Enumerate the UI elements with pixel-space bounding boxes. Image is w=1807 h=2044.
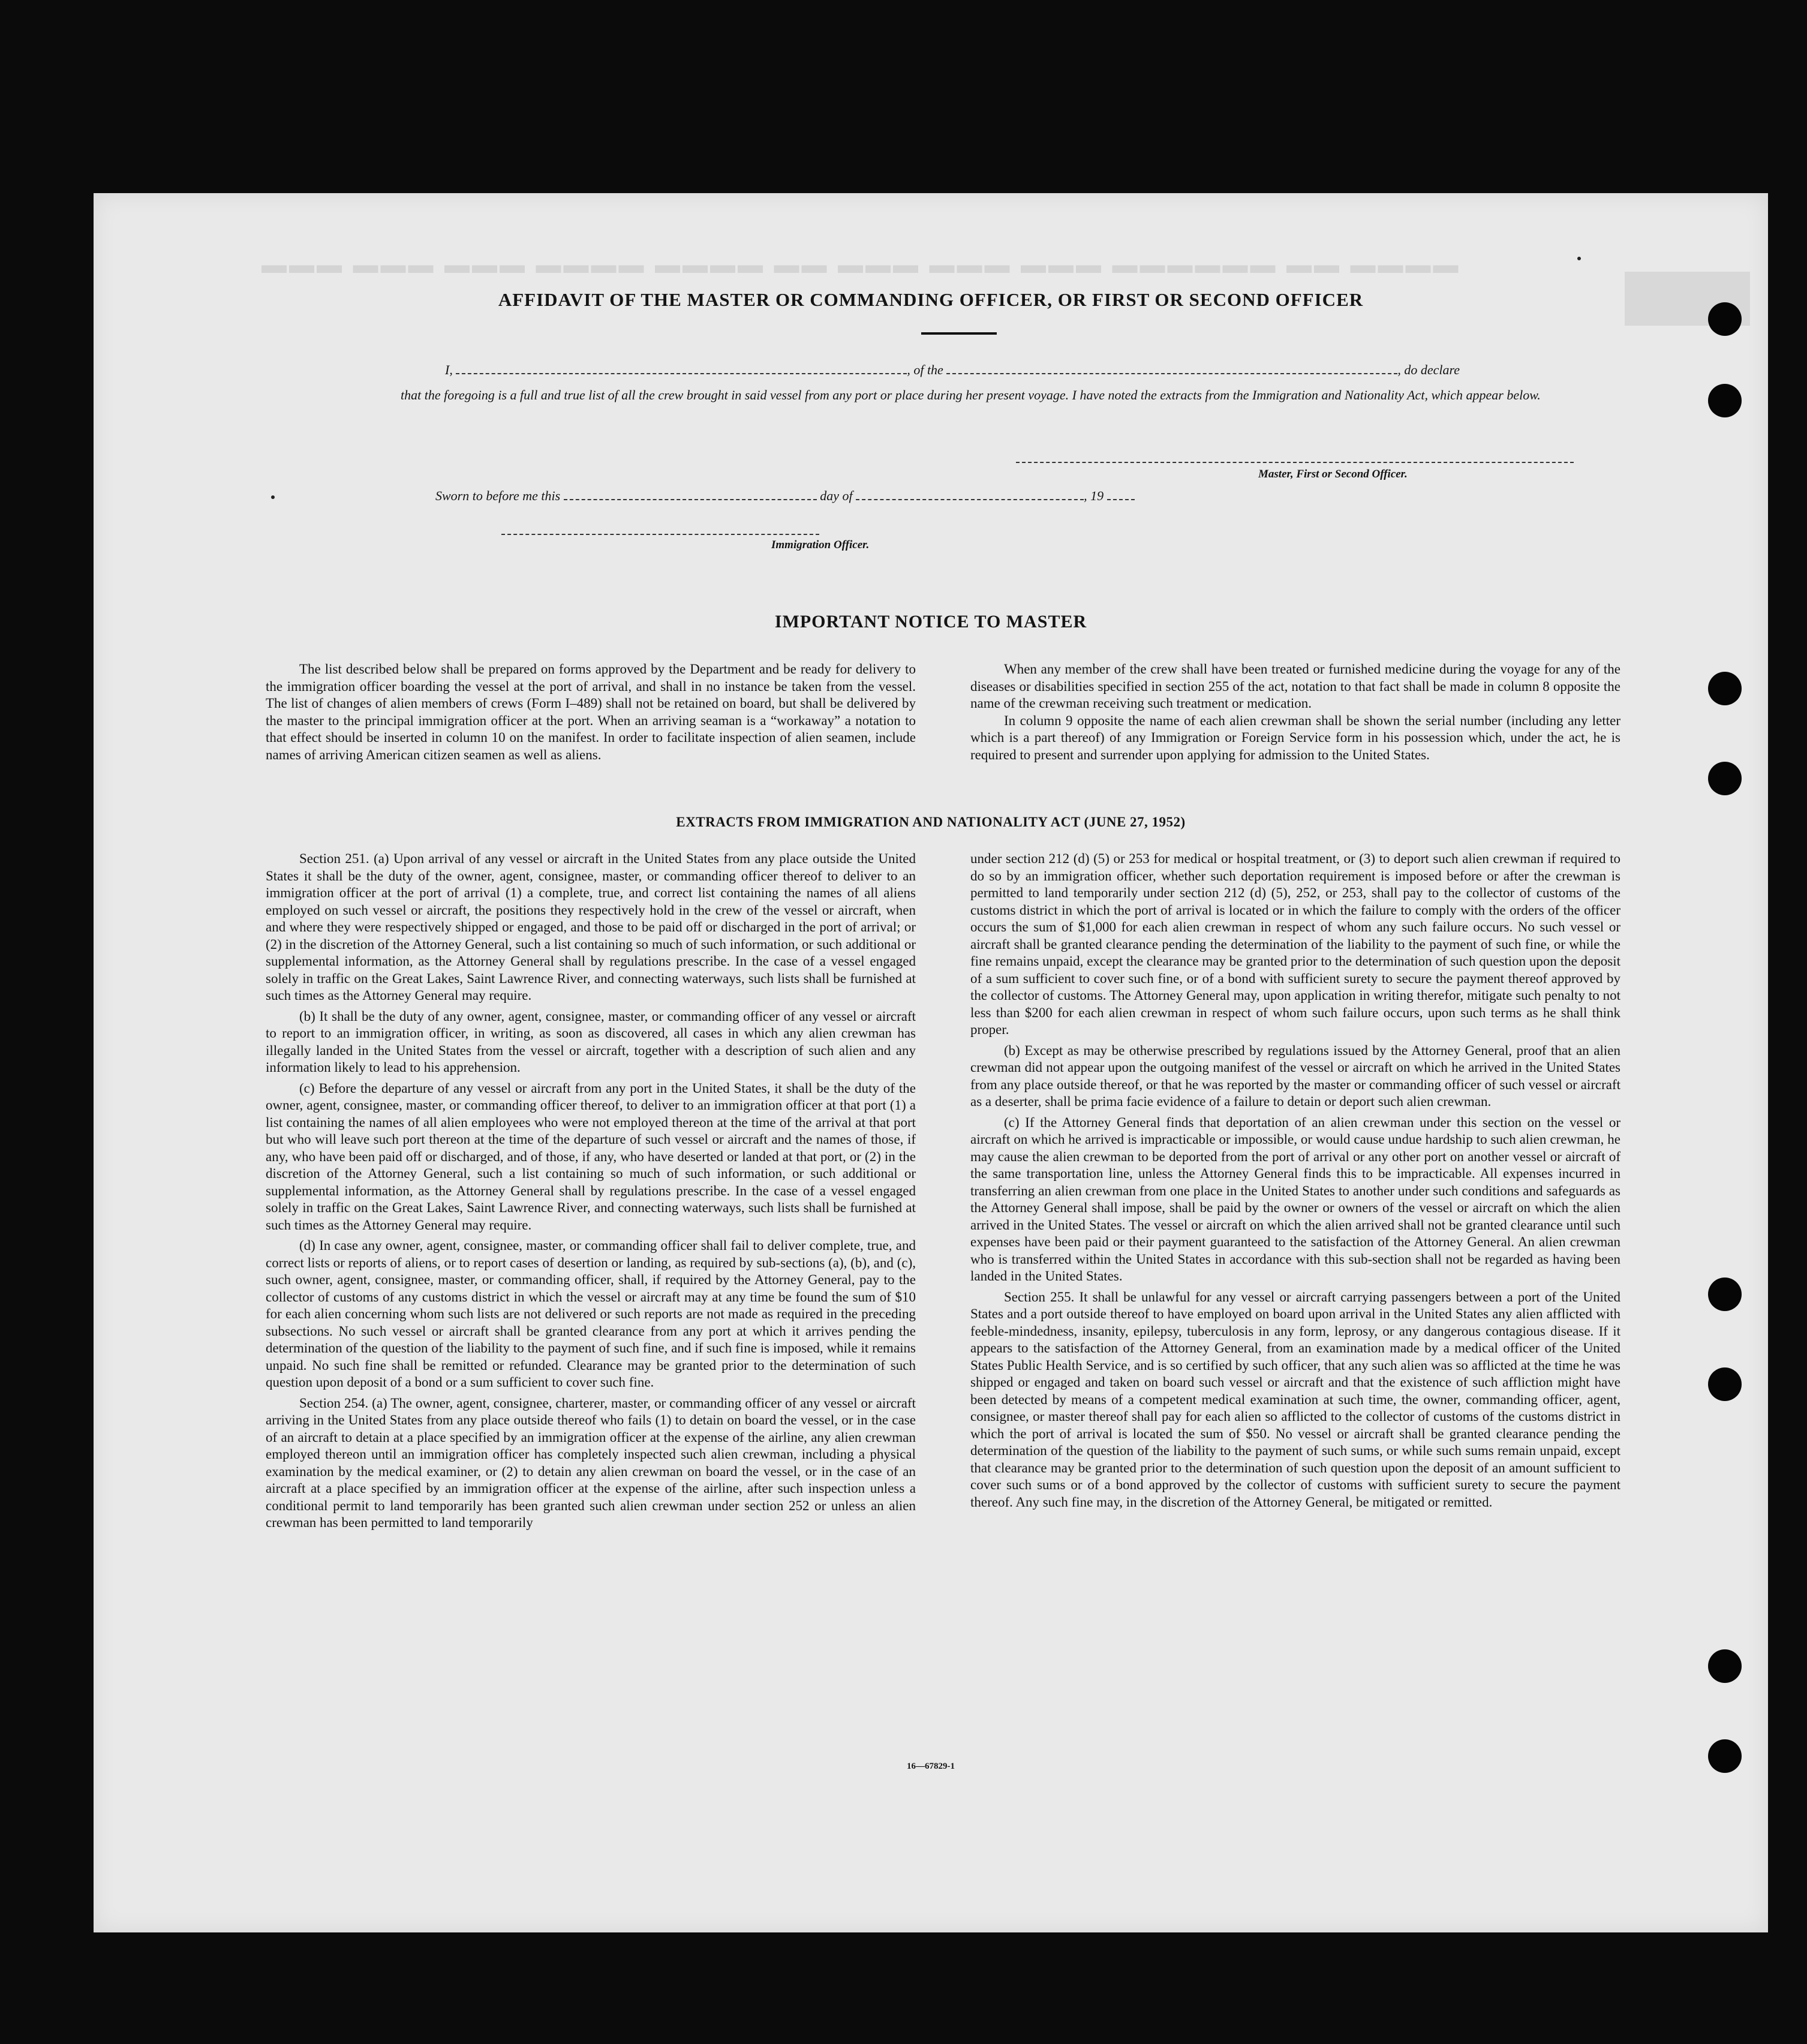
act-section-paragraph: (c) If the Attorney General finds that deportation of an alien crewman under this section on the vessel or aircraft on which he arrived is impracticable or impossible, or would cause undue hardship to such alien crewman, he may cause the alien crewman to be deported from the port of arrival or any other port on another vessel or aircraft of the same transportation line, unless the Attorney General finds this to be impracticable. All expenses incurred in transferring an alien crewman from one place in the United States to another under such conditions and safeguards as the Attorney General shall impose, shall be paid by the owner or owners of the vessel or aircraft on which the alien arrived in the United States. The vessel or aircraft on which the alien arrived shall not be granted clearance until such expenses have been paid or their payment guaranteed to the satisfaction of the Attorney General. An alien crewman who is transferred within the United States in accordance with this sub-section shall not be regarded as having been landed in the United States. bbox=[970, 1114, 1620, 1283]
notice-paragraph: When any member of the crew shall have been treated or furnished medicine during the voyage for any of the diseases or disabilities specified in section 255 of the act, notation to that fact shall be made in column 8 opposite the name of the crewman receiving such treatment or medication. bbox=[970, 662, 1620, 711]
punch-hole bbox=[1708, 1278, 1742, 1311]
act-section-paragraph: (b) Except as may be otherwise prescribed by regulations issued by the Attorney General, proof that an alien crewman did not appear upon the outgoing manifest of the vessel or aircraft on which he arrived in the United States from any place outside thereof, or that he was reported by the master or commanding officer of such vessel or aircraft as a deserter, shall be prima facie evidence of a failure to detain or deport such alien crewman. bbox=[970, 1042, 1620, 1109]
notice-paragraph: The list described below shall be prepared on forms approved by the Department and be ready for delivery to the immigration officer boarding the vessel at the port of arrival, and shall in no instance be taken from the vessel. The list of changes of alien members of crews (Form I–489) shall not be retained on board, but shall be delivered by the master to the principal immigration officer at the port. When an arriving seaman is a “workaway” a notation to that effect should be inserted in column 10 on the manifest. In order to facilitate inspection of alien seamen, include names of arriving American citizen seamen as well as aliens. bbox=[266, 662, 916, 762]
act-section-paragraph: (d) In case any owner, agent, consignee, master, or commanding officer shall fail to deliver complete, true, and correct lists or reports of aliens, or to report cases of desertion or landing, as required by sub-sections (a), (b), and (c), such owner, agent, consignee, master, or commanding officer, shall, if required by the Attorney General, pay to the collector of customs of any customs district in which the vessel or aircraft may at any time be found the sum of $10 for each alien concerning whom such lists are not delivered or such reports are not made as required in the preceding subsections. No such vessel or aircraft shall be granted clearance from any port at which it arrives pending the determination of the question of the liability to the payment of such fine, and if such fine is imposed, while it remains unpaid. No such fine shall be remitted or refunded. Clearance may be granted prior to the determination of such question upon deposit of a bond or a sum sufficient to cover such fine. bbox=[266, 1238, 916, 1390]
sworn-month-field[interactable] bbox=[856, 488, 1084, 500]
extracts-left-column bbox=[266, 850, 916, 1535]
title-rule bbox=[921, 332, 997, 335]
do-declare-label: , do declare bbox=[1397, 362, 1460, 377]
act-section-paragraph: (c) Before the departure of any vessel or aircraft from any port in the United States, it shall be the duty of the owner, agent, consignee, master, or commanding officer thereof, to deliver to an immigration officer at that port (1) a list containing the names of all alien employees who were not employed thereon at the time of the arrival at that port but who will leave such port thereon at the time of the departure of such vessel or aircraft and the names of those, if any, who have been paid off or discharged, and of those, if any, who have deserted or landed at that port, or (2) in the discretion of the Attorney General, such a list containing so much of such information, or such additional or supplemental information, as the Attorney General shall by regulations prescribe. In the case of a vessel engaged solely in traffic on the Great Lakes, Saint Lawrence River, and connecting waterways, such lists shall be furnished at such times as the Attorney General may require. bbox=[266, 1080, 916, 1233]
year-label: , 19 bbox=[1084, 488, 1104, 503]
bleed-through-text: ▬▬▬ ▬▬▬ ▬▬▬ ▬▬▬▬ ▬▬▬▬ ▬▬ ▬▬▬ ▬▬▬ ▬▬▬ ▬▬▬▬▬▬ ▬▬ ▬▬▬▬ bbox=[261, 251, 1461, 279]
officer-signature-label: Immigration Officer. bbox=[771, 539, 870, 551]
act-section-paragraph: (b) It shall be the duty of any owner, agent, consignee, master, or commanding officer of any vessel or aircraft to report to an immigration officer, in writing, as soon as discovered, all cases in which any alien crewman has illegally landed in the United States from the vessel or aircraft, together with a description of such alien and any information likely to lead to his apprehension. bbox=[266, 1008, 916, 1075]
of-the-label: , of the bbox=[907, 362, 943, 377]
extracts-right-column bbox=[970, 850, 1620, 1514]
master-signature-field[interactable] bbox=[1016, 462, 1574, 463]
extracts-title: EXTRACTS FROM IMMIGRATION AND NATIONALITY ACT (JUNE 27, 1952) bbox=[676, 814, 1186, 829]
act-section-paragraph: Section 254. (a) The owner, agent, consignee, charterer, master, or commanding officer of any vessel or aircraft arriving in the United States from any place outside thereof who fails (1) to detain on board the vessel, or in the case of an aircraft to detain at a place specified by an immigration officer at the expense of the airline, any alien crewman employed thereon until an immigration officer has completely inspected such alien crewman, including a physical examination by the medical examiner, or (2) to detain any alien crewman on board the vessel, or in the case of an aircraft at a place specified by an immigration officer at the expense of the airline, after such inspection unless a conditional permit to land temporarily has been granted such alien crewman under section 252 or unless an alien crewman has been permitted to land temporarily bbox=[266, 1395, 916, 1530]
speck bbox=[1577, 257, 1581, 260]
day-of-label: day of bbox=[820, 488, 853, 503]
notice-left-column bbox=[266, 661, 916, 764]
notice-title: IMPORTANT NOTICE TO MASTER bbox=[774, 612, 1087, 632]
sworn-label: Sworn to before me this bbox=[435, 488, 561, 503]
sworn-date-field[interactable] bbox=[564, 488, 817, 500]
officer-signature-field[interactable] bbox=[501, 534, 819, 535]
form-code: 16—67829-1 bbox=[907, 1762, 955, 1771]
punch-hole bbox=[1708, 1367, 1742, 1401]
punch-hole bbox=[1708, 384, 1742, 417]
notice-right-column bbox=[970, 661, 1620, 764]
act-section-paragraph: Section 251. (a) Upon arrival of any vessel or aircraft in the United States from any place outside the United States it shall be the duty of the owner, agent, consignee, master, or commanding officer thereof to deliver to an immigration officer at the port of arrival (1) a complete, true, and correct list containing the names of all aliens employed on such vessel or aircraft, the positions they respectively hold in the crew of the vessel or aircraft, when and where they were respectively shipped or engaged, and those to be paid off or discharged in the port of arrival; or (2) in the discretion of the Attorney General, such a list containing so much of such information, or such additional or supplemental information, as the Attorney General shall by regulations prescribe. In the case of a vessel engaged solely in traffic on the Great Lakes, Saint Lawrence River, and connecting waterways, such lists shall be furnished at such times as the Attorney General may require. bbox=[266, 851, 916, 1003]
speck bbox=[271, 495, 275, 499]
name-field[interactable] bbox=[456, 362, 907, 374]
punch-hole bbox=[1708, 672, 1742, 705]
sworn-line bbox=[435, 488, 1135, 504]
punch-hole bbox=[1708, 762, 1742, 795]
declarant-line bbox=[445, 362, 1460, 378]
master-signature-label: Master, First or Second Officer. bbox=[1258, 468, 1408, 480]
affidavit-title: AFFIDAVIT OF THE MASTER OR COMMANDING OFFICER, OR FIRST OR SECOND OFFICER bbox=[498, 289, 1364, 310]
declaration-text: that the foregoing is a full and true list of all the crew brought in said vessel from any port or place during her present voyage. I have noted the extracts from the Immigration and Nationality Act, which appear below. bbox=[401, 387, 1541, 402]
act-section-paragraph: Section 255. It shall be unlawful for any vessel or aircraft carrying passengers between a port of the United States and a port outside thereof to have employed on board upon arrival in the United States any alien afflicted with feeble-mindedness, insanity, epilepsy, tuberculosis in any form, leprosy, or any dangerous contagious disease. If it appears to the satisfaction of the Attorney General, from an examination made by a medical officer of the United States Public Health Service, and is so certified by such officer, that any such alien was so afflicted at the time he was shipped or engaged and taken on board such vessel or aircraft and that the existence of such affliction might have been detected by means of a competent medical examination at such time, the owner, commanding officer, agent, consignee, or master thereof shall pay for each alien so afflicted to the collector of customs of the customs district in which the port of arrival is located the sum of $50. No vessel or aircraft shall be granted clearance pending the determination of the question of the liability to the payment of such sums, or while such sums remain unpaid, except that clearance may be granted prior to the determination of such question upon the deposit of an amount sufficient to cover such sums or of a bond approved by the collector of customs with sufficient surety to secure the payment thereof. Any such fine may, in the discretion of the Attorney General, be mitigated or remitted. bbox=[970, 1289, 1620, 1510]
punch-hole bbox=[1708, 1649, 1742, 1683]
notice-paragraph: In column 9 opposite the name of each alien crewman shall be shown the serial number (including any letter which is a part thereof) of any Immigration or Foreign Service form in his possession which, under the act, he is required to present and surrender upon applying for admission to the United States. bbox=[970, 713, 1620, 762]
document-page bbox=[94, 193, 1768, 1932]
vessel-field[interactable] bbox=[946, 362, 1397, 374]
act-section-paragraph: under section 212 (d) (5) or 253 for medical or hospital treatment, or (3) to deport such alien crewman if required to do so by an immigration officer, whether such deportation requirement is imposed before or after the crewman is permitted to land temporarily under section 212 (d) (5), 252, or 253, shall pay to the collector of customs of the customs district in which the port of arrival is located or in which the failure to comply with the orders of the officer occurs the sum of $1,000 for each alien crewman in respect of whom any such failure occurs. No such vessel or aircraft shall be granted clearance pending the determination of the liability to the payment of such fine, or while the fine remains unpaid, except the clearance may be granted prior to the determination of such question upon the deposit of a sum sufficient to cover such fine, or of a bond with sufficient surety to secure the payment thereof approved by the collector of customs. The Attorney General may, upon application in writing therefor, mitigate such penalty to not less than $200 for each alien crewman in respect of whom such failure occurs, upon such terms as he shall think proper. bbox=[970, 851, 1620, 1037]
sworn-year-field[interactable] bbox=[1107, 488, 1135, 500]
i-label: I, bbox=[445, 362, 453, 377]
